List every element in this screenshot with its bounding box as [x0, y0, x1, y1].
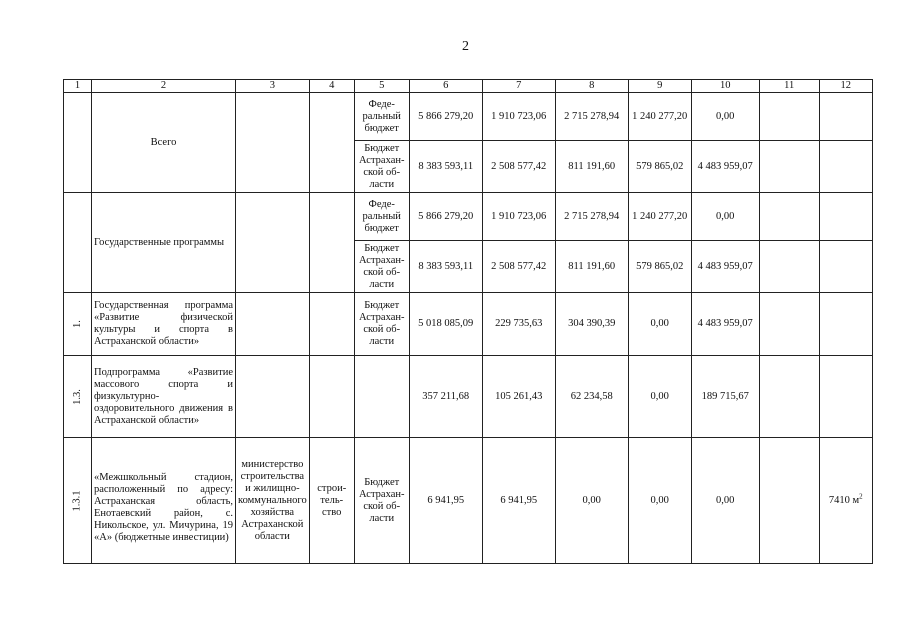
header-col-3: 3 [236, 80, 310, 93]
value-cell: 811 191,60 [555, 141, 628, 193]
page-number: 2 [462, 39, 469, 54]
customer-name: министерство строительства и жилищно-коммунального хозяйства Астраханской области [236, 438, 310, 564]
empty-cell [819, 141, 872, 193]
value-cell: 189 715,67 [691, 356, 759, 438]
work-type: строи-тель-ство [309, 438, 354, 564]
empty-cell [819, 93, 872, 141]
value-cell: 4 483 959,07 [691, 141, 759, 193]
header-col-12: 12 [819, 80, 872, 93]
value-cell: 5 866 279,20 [409, 93, 482, 141]
value-cell: 357 211,68 [409, 356, 482, 438]
header-col-11: 11 [759, 80, 819, 93]
empty-cell [236, 193, 310, 293]
header-col-9: 9 [628, 80, 691, 93]
value-cell: 0,00 [628, 293, 691, 356]
row-number-cell [64, 356, 92, 438]
value-cell: 0,00 [555, 438, 628, 564]
subprogram-name: Подпрограмма «Развитие массового спорта и физкультурно-оздоровительного движения в Астраханской области» [92, 356, 236, 438]
empty-cell [236, 293, 310, 356]
header-col-10: 10 [691, 80, 759, 93]
value-cell: 2 508 577,42 [482, 141, 555, 193]
value-cell: 2 508 577,42 [482, 241, 555, 293]
value-cell: 0,00 [691, 193, 759, 241]
header-col-8: 8 [555, 80, 628, 93]
empty-cell [309, 193, 354, 293]
funding-source: Бюджет Астрахан-ской об-ласти [354, 241, 409, 293]
value-cell: 4 483 959,07 [691, 241, 759, 293]
value-cell: 579 865,02 [628, 141, 691, 193]
empty-cell [236, 93, 310, 193]
empty-cell [819, 193, 872, 241]
total-label: Всего [92, 93, 236, 193]
table-row [64, 193, 873, 241]
programs-label: Государственные программы [92, 193, 236, 293]
header-col-7: 7 [482, 80, 555, 93]
funding-source: Феде-ральный бюджет [354, 193, 409, 241]
empty-cell [759, 438, 819, 564]
object-name: «Межшкольный стадион, расположенный по адресу: Астраханская область, Енотаевский район, с. Никольское, ул. Мичурина, 19 «А» (бюджетные инвестиции) [92, 438, 236, 564]
table-row [64, 356, 873, 438]
value-cell: 579 865,02 [628, 241, 691, 293]
value-cell: 0,00 [691, 93, 759, 141]
value-cell: 105 261,43 [482, 356, 555, 438]
empty-cell [759, 241, 819, 293]
funding-source: Бюджет Астрахан-ской об-ласти [354, 438, 409, 564]
row-number: 1. [71, 320, 83, 328]
row-number: 1.3. [71, 388, 83, 405]
value-cell: 5 866 279,20 [409, 193, 482, 241]
empty-cell [819, 293, 872, 356]
empty-cell [819, 241, 872, 293]
empty-cell [759, 293, 819, 356]
empty-cell [236, 356, 310, 438]
header-col-1: 1 [64, 80, 92, 93]
capacity-value: 7410 м [828, 494, 860, 506]
value-cell: 0,00 [691, 438, 759, 564]
value-cell: 6 941,95 [409, 438, 482, 564]
value-cell: 0,00 [628, 438, 691, 564]
value-cell: 5 018 085,09 [409, 293, 482, 356]
value-cell: 304 390,39 [555, 293, 628, 356]
row-number-cell [64, 193, 92, 293]
value-cell: 2 715 278,94 [555, 193, 628, 241]
value-cell: 811 191,60 [555, 241, 628, 293]
value-cell: 1 240 277,20 [628, 193, 691, 241]
empty-cell [759, 193, 819, 241]
table-row [64, 93, 873, 141]
budget-table [63, 79, 873, 564]
table-row [64, 438, 873, 564]
funding-source: Бюджет Астрахан-ской об-ласти [354, 293, 409, 356]
header-col-4: 4 [309, 80, 354, 93]
capacity-unit-superscript: 2 [859, 492, 863, 500]
header-col-2: 2 [92, 80, 236, 93]
empty-cell [759, 93, 819, 141]
capacity-cell [819, 438, 872, 564]
value-cell: 1 910 723,06 [482, 193, 555, 241]
value-cell: 229 735,63 [482, 293, 555, 356]
value-cell: 62 234,58 [555, 356, 628, 438]
value-cell: 0,00 [628, 356, 691, 438]
value-cell: 2 715 278,94 [555, 93, 628, 141]
empty-cell [759, 356, 819, 438]
value-cell: 8 383 593,11 [409, 141, 482, 193]
header-row [64, 80, 873, 93]
value-cell: 6 941,95 [482, 438, 555, 564]
empty-cell [354, 356, 409, 438]
empty-cell [309, 356, 354, 438]
header-col-5: 5 [354, 80, 409, 93]
value-cell: 1 910 723,06 [482, 93, 555, 141]
funding-source: Бюджет Астрахан-ской об-ласти [354, 141, 409, 193]
table-row [64, 293, 873, 356]
funding-source: Феде-ральный бюджет [354, 93, 409, 141]
empty-cell [309, 293, 354, 356]
row-number: 1.3.1 [71, 490, 83, 511]
empty-cell [819, 356, 872, 438]
value-cell: 1 240 277,20 [628, 93, 691, 141]
value-cell: 8 383 593,11 [409, 241, 482, 293]
row-number-cell [64, 293, 92, 356]
empty-cell [309, 93, 354, 193]
row-number-cell [64, 93, 92, 193]
program-name: Государственная программа «Развитие физической культуры и спорта в Астраханской области» [92, 293, 236, 356]
value-cell: 4 483 959,07 [691, 293, 759, 356]
header-col-6: 6 [409, 80, 482, 93]
empty-cell [759, 141, 819, 193]
row-number-cell [64, 438, 92, 564]
